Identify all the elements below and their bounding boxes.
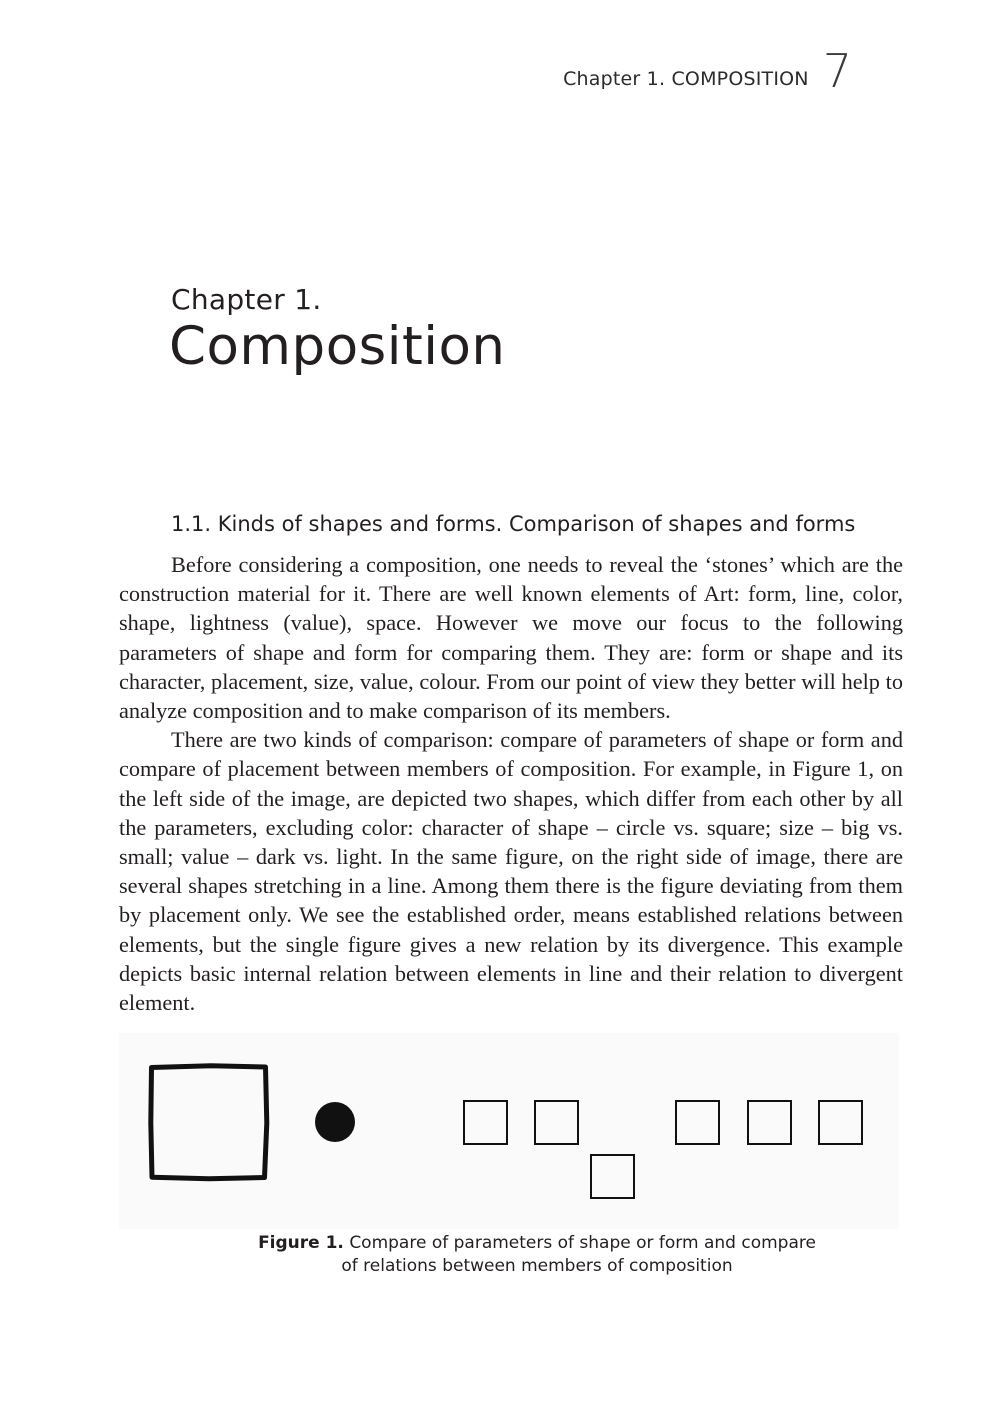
row-square-4 <box>748 1101 791 1144</box>
caption-label: Figure 1. <box>258 1233 344 1253</box>
figure-shapes <box>151 1066 267 1179</box>
caption-text-1: Compare of parameters of shape or form and compare <box>349 1233 816 1253</box>
row-of-squares <box>464 1101 862 1198</box>
small-dark-circle <box>315 1102 355 1142</box>
chapter-title: Composition <box>169 316 506 377</box>
chapter-label: Chapter 1. <box>171 283 322 316</box>
row-square-2 <box>535 1101 578 1144</box>
row-square-1 <box>464 1101 507 1144</box>
divergent-square <box>591 1155 634 1198</box>
running-head <box>563 44 852 98</box>
caption-line-2: of relations between members of composition <box>341 1256 733 1276</box>
figure-1-drawing <box>119 1033 899 1229</box>
caption-line-1 <box>119 1232 955 1255</box>
figure-1 <box>119 1033 899 1229</box>
row-square-3 <box>676 1101 719 1144</box>
page-number: 7 <box>822 44 852 98</box>
running-head-title: Chapter 1. COMPOSITION <box>563 68 809 90</box>
figure-caption <box>119 1232 955 1278</box>
large-light-square <box>151 1066 267 1179</box>
row-square-5 <box>819 1101 862 1144</box>
body-text <box>119 550 903 1017</box>
paragraph-2: There are two kinds of comparison: compare of parameters of shape or form and compare of placement between members of composition. For example, in Figure 1, on the left side of the image, are depicted two shapes, which differ from each other by all the parameters, excluding color: character of shape – circle vs. square; size – big vs. small; value – dark vs. light. In the same figure, on the right side of image, there are several shapes stretching in a line. Among them there is the figure deviating from them by placement only. We see the established order, means established relations between elements, but the single figure gives a new relation by its divergence. This example depicts basic internal relation between elements in line and their relation to divergent element. <box>119 727 903 1016</box>
section-heading: 1.1. Kinds of shapes and forms. Comparison of shapes and forms <box>171 512 856 536</box>
paragraph-1: Before considering a composition, one needs to reveal the ‘stones’ which are the construction material for it. There are well known elements of Art: form, line, color, shape, lightness (value), space. However we move our focus to the following parameters of shape and form for comparing them. They are: form or shape and its character, placement, size, value, colour. From our point of view they better will help to analyze composition and to make comparison of its members. <box>119 552 903 724</box>
